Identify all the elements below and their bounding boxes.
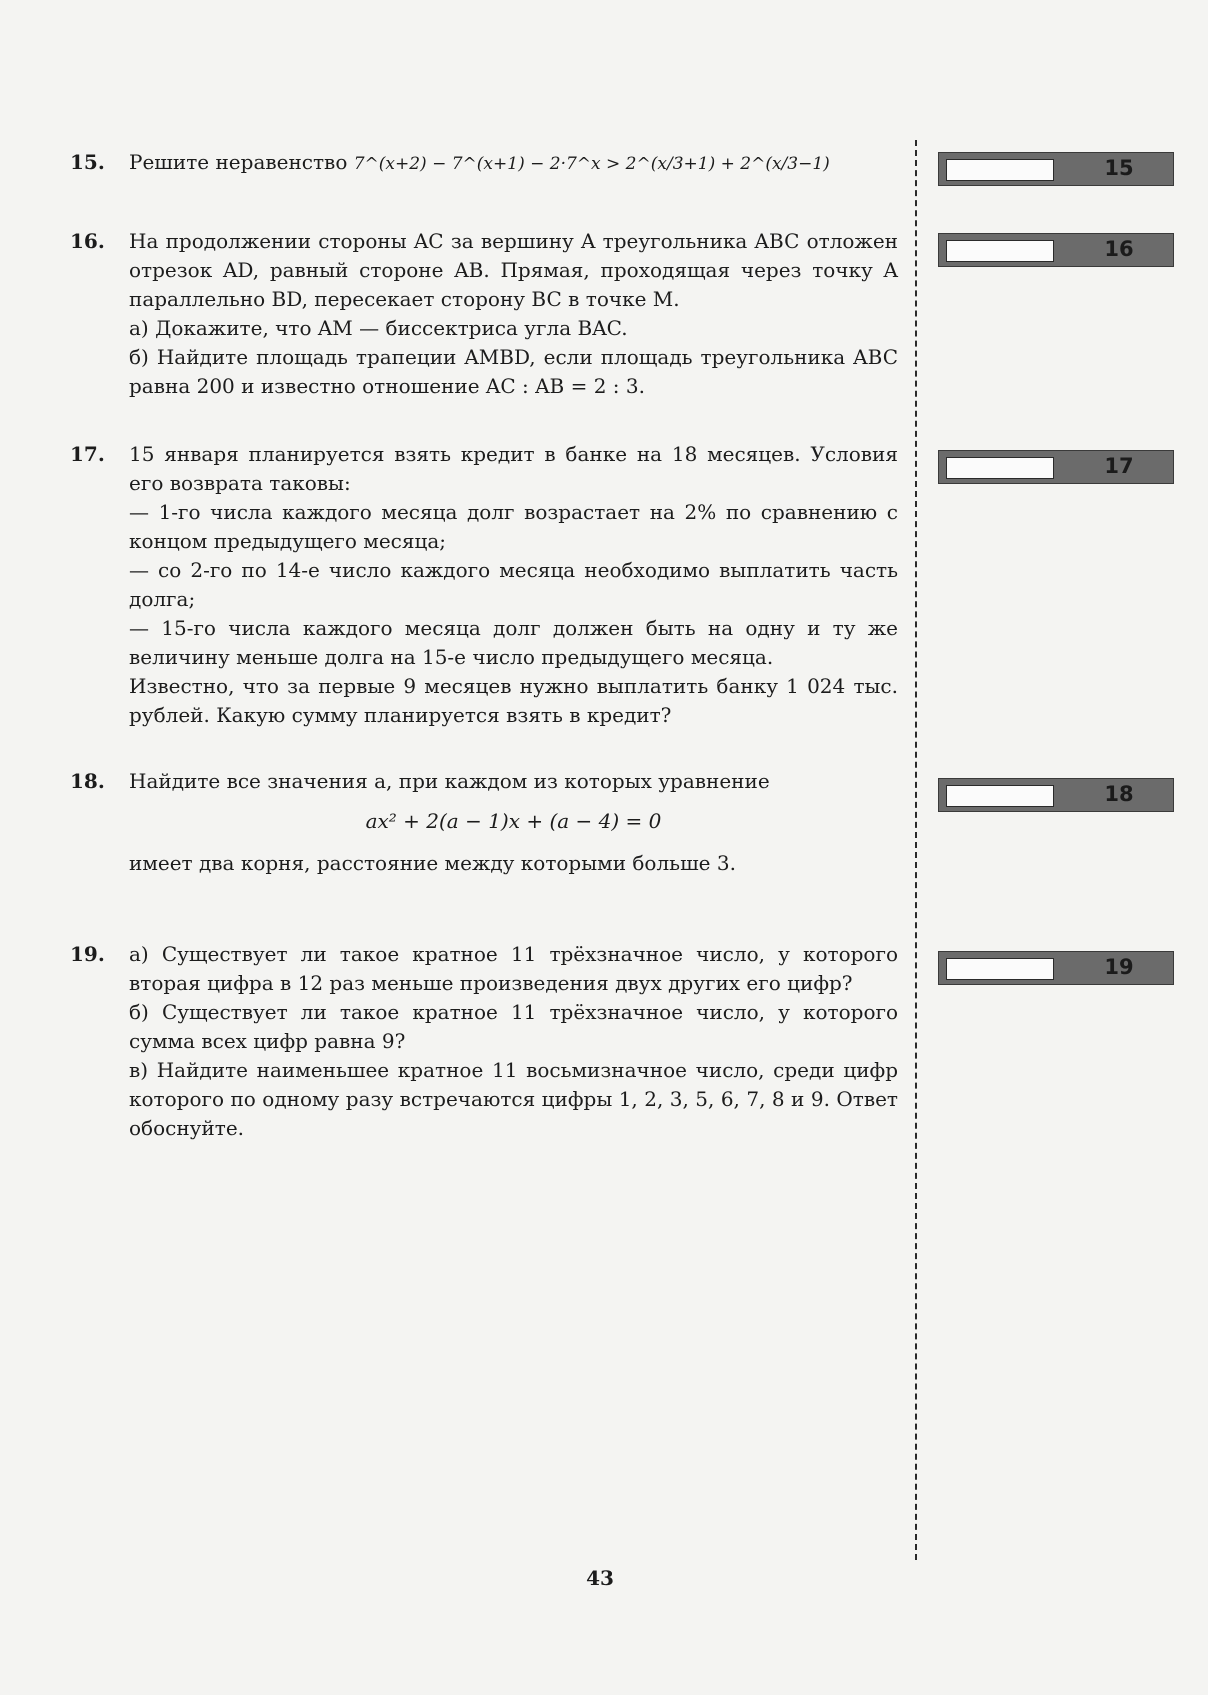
answer-label: 17 (1104, 454, 1134, 478)
problem-part-a: а) Докажите, что AM — биссектриса угла BAC. (129, 316, 628, 340)
problem-17 (70, 440, 898, 730)
problem-number: 17. (70, 442, 105, 466)
problem-question: Известно, что за первые 9 месяцев нужно выплатить банку 1 024 тыс. рублей. Какую сумму планируется взять в кредит? (129, 674, 898, 727)
answer-label: 16 (1104, 237, 1134, 261)
problem-part-b: б) Существует ли такое кратное 11 трёхзначное число, у которого сумма всех цифр равна 9? (129, 1000, 898, 1053)
problem-16 (70, 227, 898, 401)
problem-15 (70, 148, 898, 179)
problem-condition: имеет два корня, расстояние между которыми больше 3. (129, 851, 736, 875)
answer-field[interactable] (946, 240, 1054, 262)
answer-box-17 (938, 450, 1174, 484)
problem-intro: Решите неравенство (129, 150, 348, 174)
condition-1: — 1-го числа каждого месяца долг возрастает на 2% по сравнению с концом предыдущего месяца; (129, 500, 898, 553)
answer-box-16 (938, 233, 1174, 267)
problem-number: 15. (70, 150, 105, 174)
problem-19 (70, 940, 898, 1143)
inequality-formula: 7^(x+2) − 7^(x+1) − 2·7^x > 2^(x/3+1) + 2^(x/3−1) (353, 154, 830, 174)
answer-label: 15 (1104, 156, 1134, 180)
problem-part-c: в) Найдите наименьшее кратное 11 восьмизначное число, среди цифр которого по одному разу встречаются цифры 1, 2, 3, 5, 6, 7, 8 и 9. Ответ обоснуйте. (129, 1058, 898, 1140)
problem-number: 16. (70, 229, 105, 253)
page-number: 43 (586, 1566, 614, 1590)
problem-text: На продолжении стороны AC за вершину A треугольника ABC отложен отрезок AD, равный стороне AB. Прямая, проходящая через точку A параллельно BD, пересекает сторону BC в точке M. (129, 229, 898, 311)
answer-field[interactable] (946, 785, 1054, 807)
problem-part-b: б) Найдите площадь трапеции AMBD, если площадь треугольника ABC равна 200 и известно отношение AC : AB = 2 : 3. (129, 345, 898, 398)
problem-text: Найдите все значения a, при каждом из которых уравнение (129, 769, 770, 793)
answer-field[interactable] (946, 159, 1054, 181)
problem-text: 15 января планируется взять кредит в банке на 18 месяцев. Условия его возврата таковы: (129, 442, 898, 495)
cut-line (915, 140, 917, 1560)
answer-label: 19 (1104, 955, 1134, 979)
problem-number: 18. (70, 769, 105, 793)
answer-field[interactable] (946, 958, 1054, 980)
condition-3: — 15-го числа каждого месяца долг должен быть на одну и ту же величину меньше долга на 15-е число предыдущего месяца. (129, 616, 898, 669)
answer-field[interactable] (946, 457, 1054, 479)
answer-box-15 (938, 152, 1174, 186)
equation-formula: ax² + 2(a − 1)x + (a − 4) = 0 (365, 809, 662, 833)
condition-2: — со 2-го по 14-е число каждого месяца необходимо выплатить часть долга; (129, 558, 898, 611)
answer-label: 18 (1104, 782, 1134, 806)
answer-box-18 (938, 778, 1174, 812)
answer-box-19 (938, 951, 1174, 985)
problem-part-a: а) Существует ли такое кратное 11 трёхзначное число, у которого вторая цифра в 12 раз меньше произведения двух других его цифр? (129, 942, 898, 995)
problem-number: 19. (70, 942, 105, 966)
problem-18 (70, 767, 898, 878)
